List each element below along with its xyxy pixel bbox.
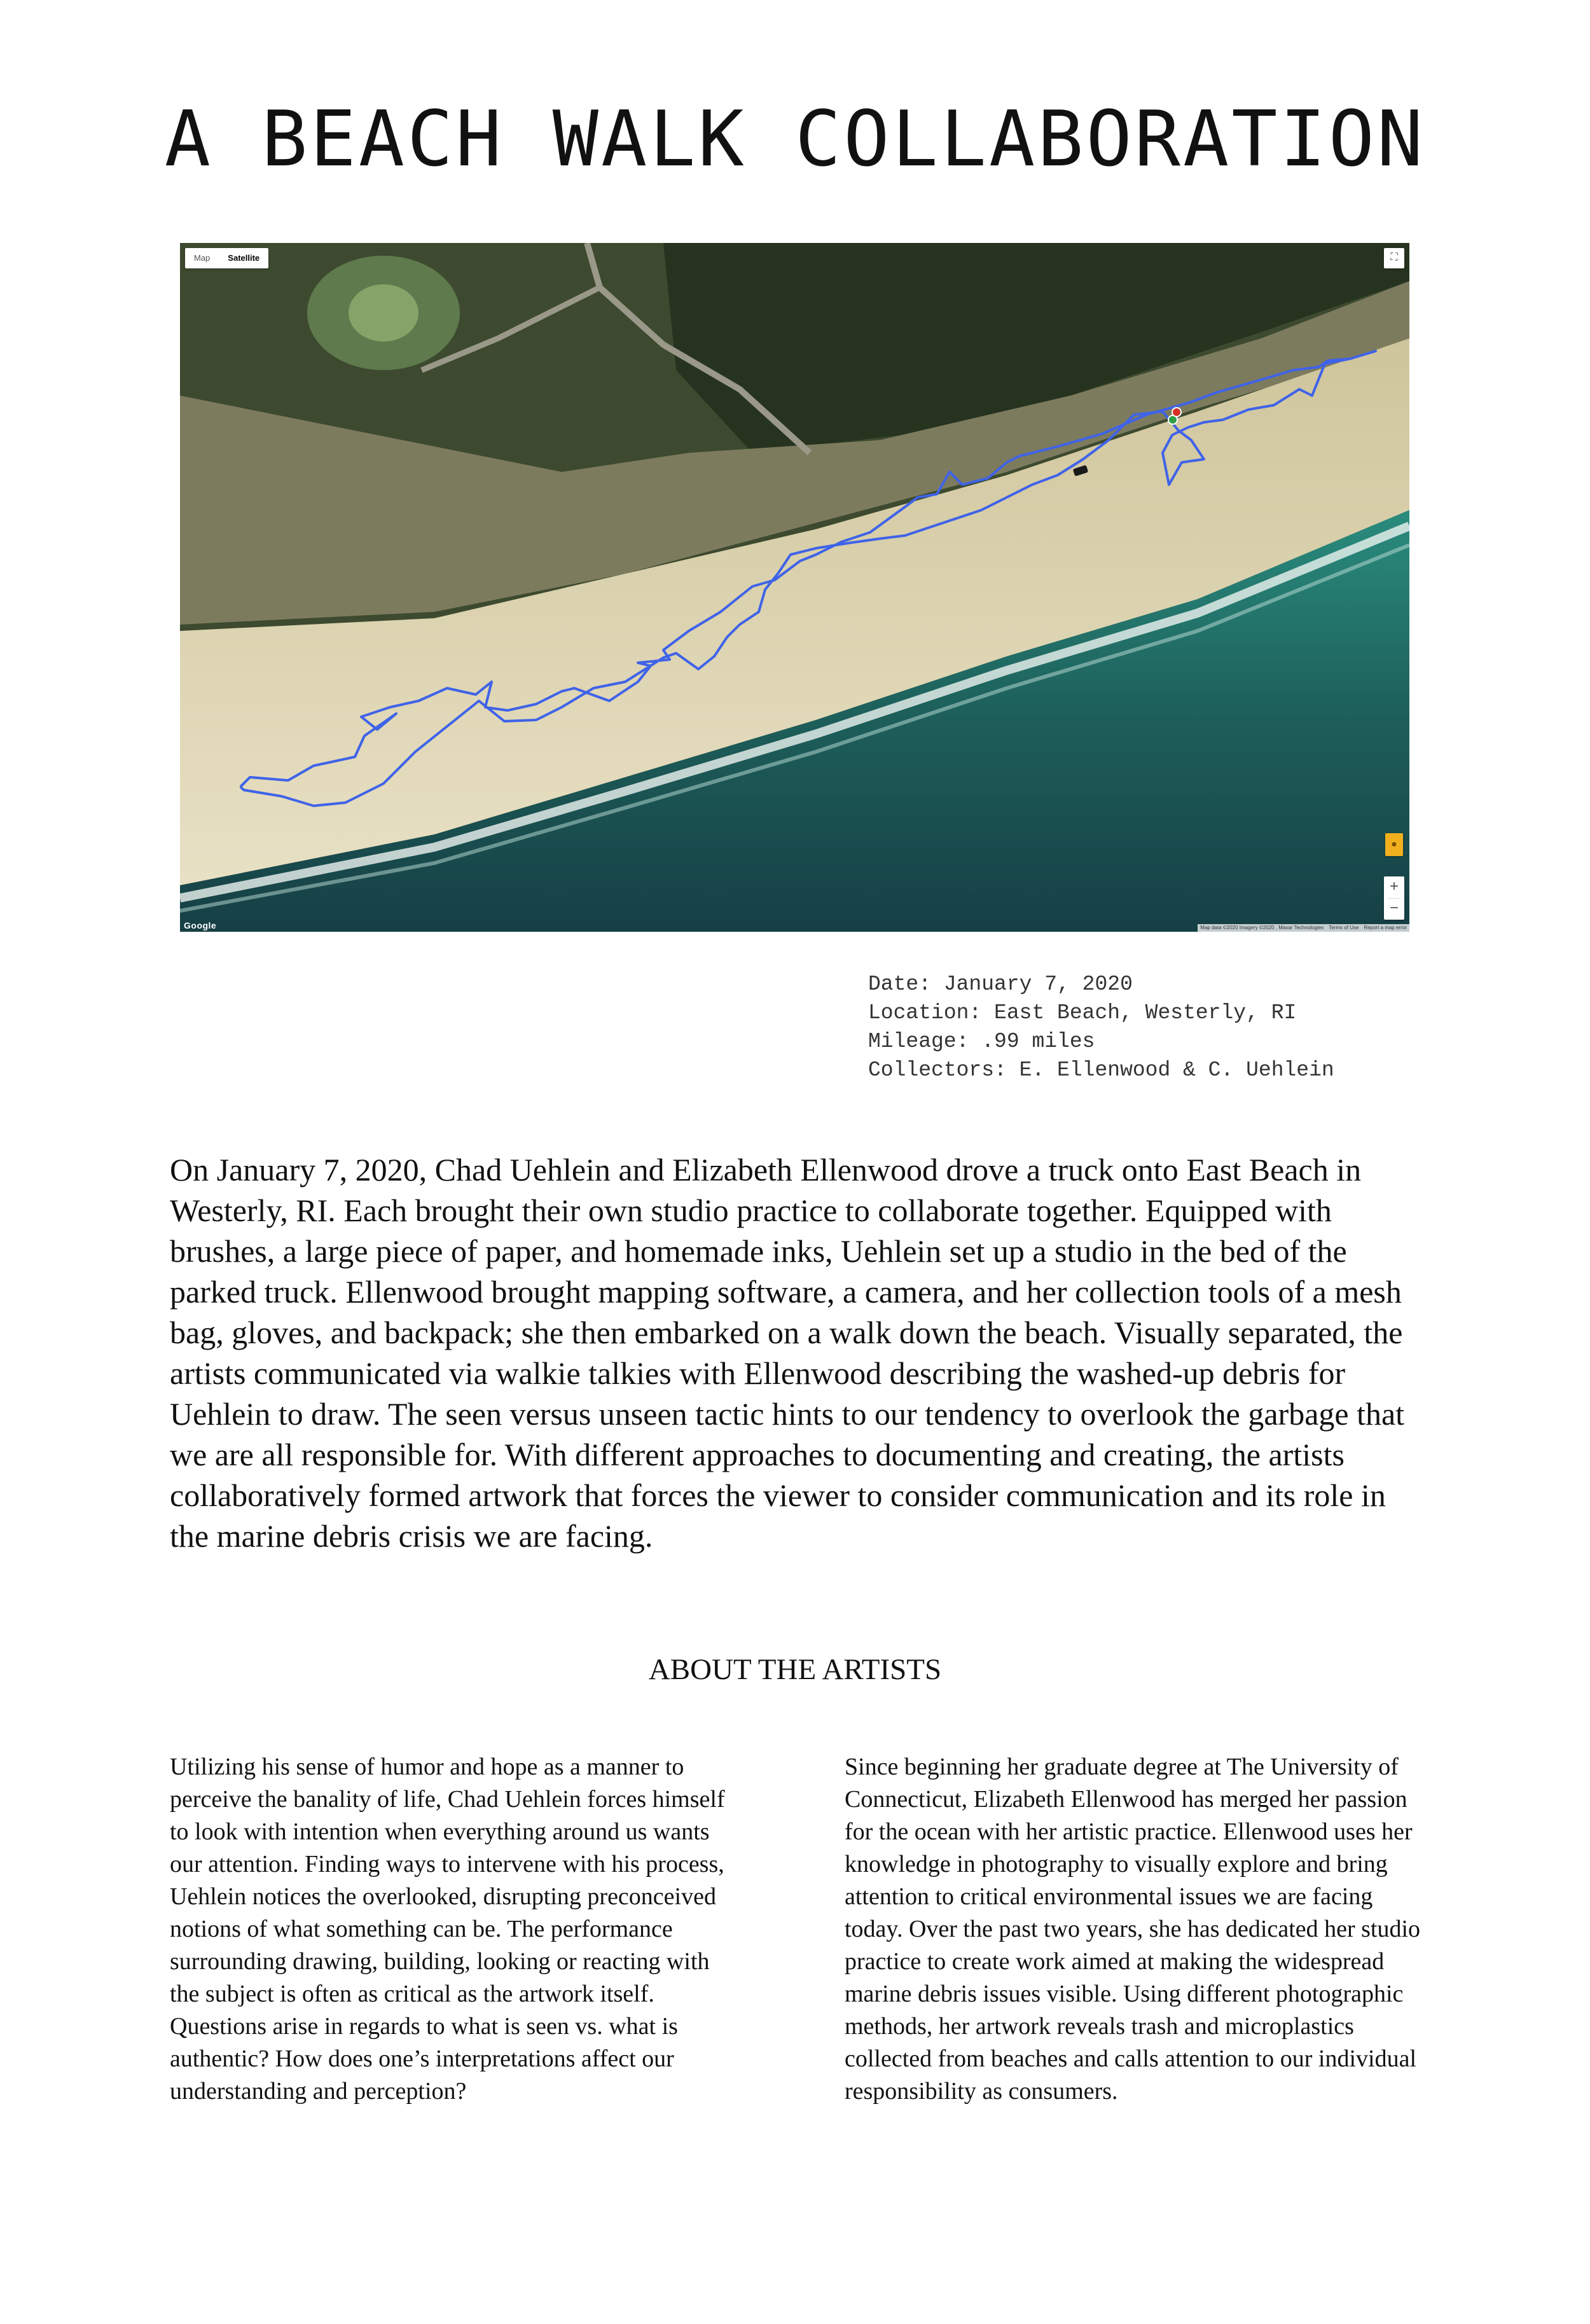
map-data-attribution: Map data ©2020 Imagery ©2020 , Maxar Technologies [1200, 925, 1324, 930]
ellenwood-bio: Since beginning her graduate degree at The University of Connecticut, Elizabeth Ellenwood has merged her passion for the ocean with her artistic practice. Ellenwood uses her knowledge in photography to visually explore and bring attention to critical environmental issues we are facing today. Over the past two years, she has dedicated her studio practice to create work aimed at making the widespread marine debris issues visible. Using different photographic methods, her artwork reveals trash and microplastics collected from beaches and calls attention to our individual responsibility as consumers. [845, 1753, 1421, 2105]
walk-location: Location: East Beach, Westerly, RI [868, 1001, 1297, 1025]
zoom-in-button[interactable]: + [1389, 878, 1399, 895]
zoom-out-button[interactable]: − [1389, 899, 1399, 916]
map-type-satellite-button[interactable]: Satellite [228, 253, 260, 263]
pegman-icon: ● [1391, 839, 1397, 850]
map-attribution [1198, 924, 1409, 932]
walk-collectors: Collectors: E. Ellenwood & C. Uehlein [868, 1058, 1334, 1082]
about-heading: ABOUT THE ARTISTS [648, 1653, 942, 1686]
uehlein-bio: Utilizing his sense of humor and hope as a manner to perceive the banality of life, Chad Uehlein forces himself to look with intention when everything around us wants our attention. Finding ways to intervene with his process, Uehlein notices the overlooked, disrupting preconceived notions of what something can be. The performance surrounding drawing, building, looking or reacting with the subject is often as critical as the artwork itself. Questions arise in regards to what is seen vs. what is authentic? How does one’s interpretations affect our understanding and perception? [170, 1753, 725, 2105]
street-view-button[interactable] [1385, 833, 1403, 856]
map-type-map-button[interactable]: Map [194, 253, 211, 263]
end-marker [1172, 408, 1181, 417]
fullscreen-icon: ⛶ [1390, 252, 1398, 263]
walk-mileage: Mileage: .99 miles [868, 1030, 1095, 1053]
fullscreen-button[interactable] [1384, 248, 1404, 268]
satellite-imagery [180, 243, 1409, 932]
zoom-divider [1388, 898, 1400, 899]
intro-paragraph: On January 7, 2020, Chad Uehlein and Elizabeth Ellenwood drove a truck onto East Beach in Westerly, RI. Each brought their own studio practice to collaborate together. Equipped with brushes, a large piece of paper, and homemade inks, Uehlein set up a studio in the bed of the parked truck. Ellenwood brought mapping software, a camera, and her collection tools of a mesh bag, gloves, and backpack; she then embarked on a walk down the beach. Visually separated, the artists communicated via walkie talkies with Ellenwood describing the washed-up debris for Uehlein to draw. The seen versus unseen tactic hints to our tendency to overlook the garbage that we are all responsible for. With different approaches to documenting and creating, the artists collaboratively formed artwork that forces the viewer to consider communication and its role in the marine debris crisis we are facing. [170, 1152, 1405, 1554]
zoom-control [1384, 876, 1404, 920]
walk-date: Date: January 7, 2020 [868, 972, 1133, 996]
report-map-error-link[interactable]: Report a map error [1364, 925, 1407, 930]
walk-route-map[interactable] [180, 243, 1409, 932]
map-type-control [185, 248, 268, 268]
terms-of-use-link[interactable]: Terms of Use [1329, 925, 1359, 930]
page-title: A BEACH WALK COLLABORATION [164, 95, 1426, 184]
walk-details [868, 970, 1334, 1084]
google-logo: Google [184, 920, 217, 930]
